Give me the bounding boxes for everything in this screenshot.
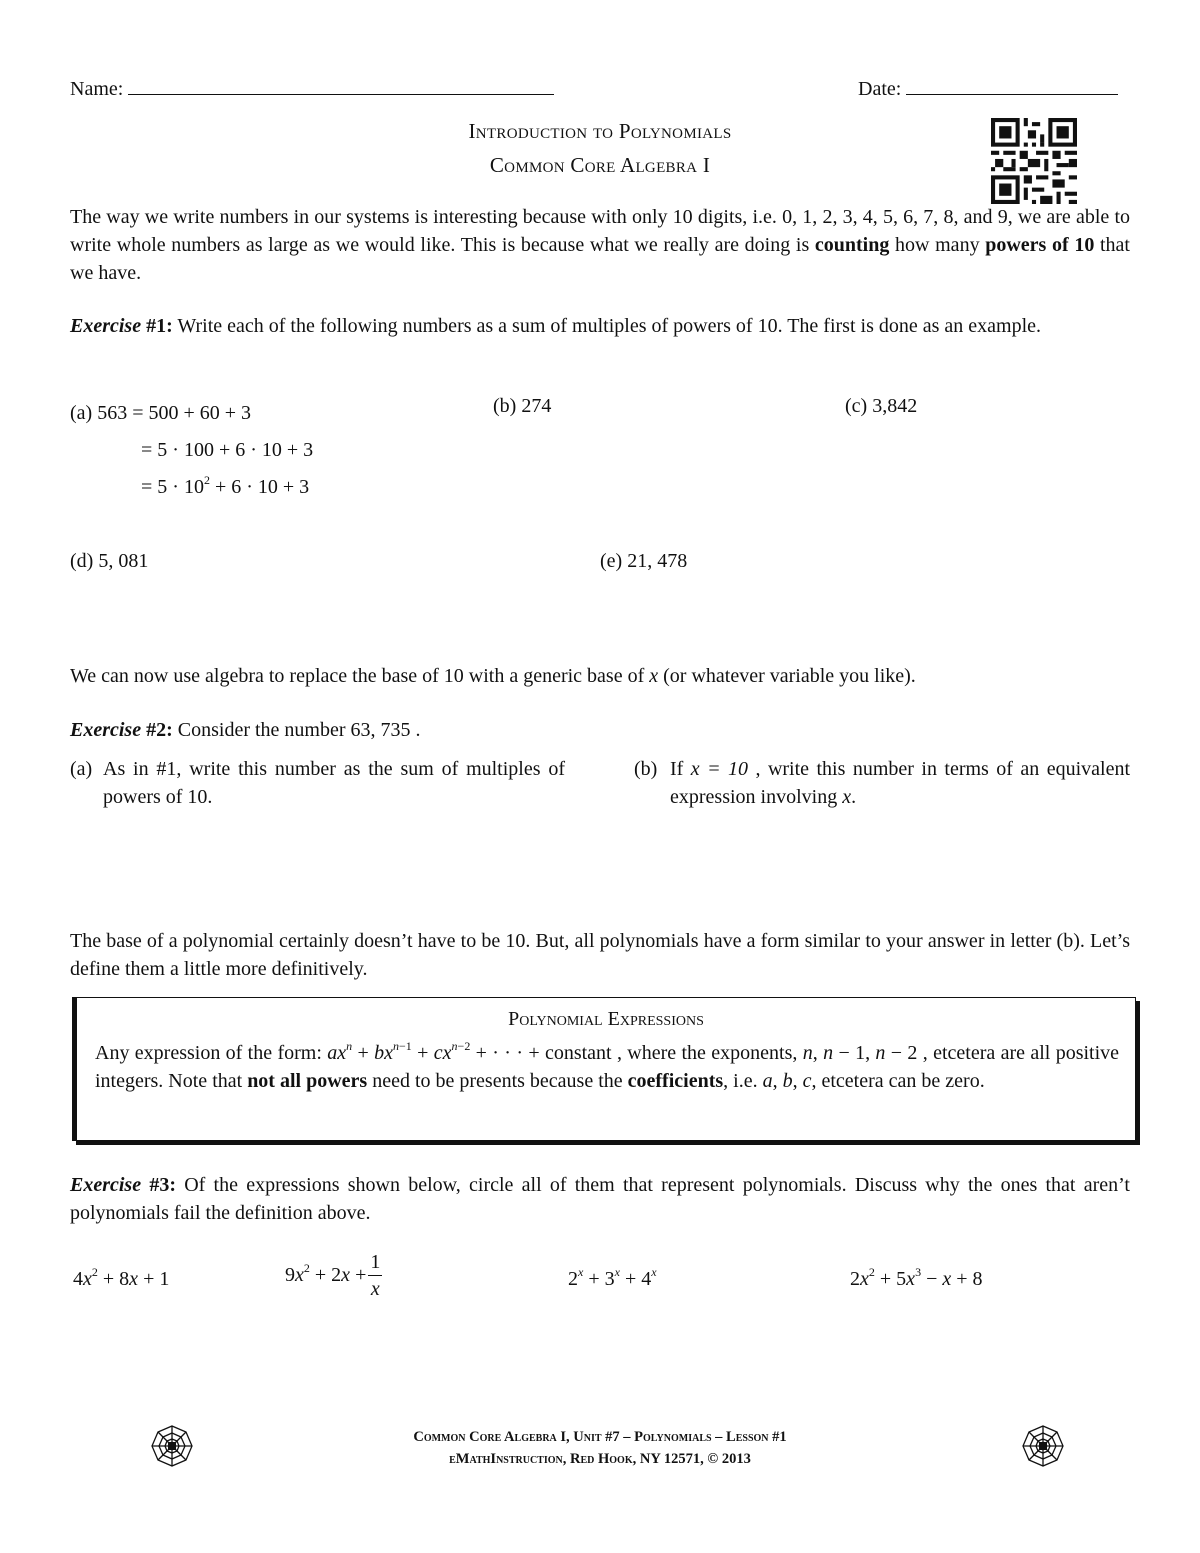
exercise-3-label-num: #3: — [141, 1174, 176, 1196]
ex2-b-label: (b) — [634, 758, 658, 780]
general-polynomial-formula: $ax^n + bx^{n-1} + cx^{n-2}$ + · · · — [327, 1039, 523, 1064]
name-field[interactable] — [70, 74, 554, 101]
expression-4[interactable]: $2x^2 + 5x^3 - x + 8$ — [850, 1265, 983, 1290]
bridge-text-post: (or whatever variable you like). — [658, 665, 916, 687]
definition-bold-powers: not all powers — [247, 1070, 368, 1092]
definition-body — [77, 1031, 1135, 1095]
base-paragraph: The base of a polynomial certainly doesn’t have to be 10. But, all polynomials have a form similar to your answer in letter (b). Let’s define them a little more definitively. — [70, 930, 1130, 980]
ex1-a-line1: 563 = 500 + 60 + 3 — [97, 402, 252, 424]
title-line-2: Common Core Algebra I — [489, 152, 711, 177]
ex2-b-var: x — [842, 786, 852, 808]
ex1-a-line3-pre: = 5 · 10 — [141, 476, 204, 498]
definition-text-5: , i.e. — [723, 1070, 763, 1092]
name-line[interactable] — [128, 74, 554, 95]
bridge-variable: x — [649, 665, 659, 687]
ex1-a-line3-post: + 6 · 10 + 3 — [209, 476, 310, 498]
page-footer — [300, 1426, 900, 1470]
qr-code-icon — [991, 118, 1077, 204]
date-field[interactable] — [858, 74, 1118, 101]
ex2-a-label: (a) — [70, 758, 93, 780]
intro-bold-counting: counting — [814, 234, 890, 256]
exercise-3-label — [70, 1174, 176, 1196]
exponent-list: n, n − 1, n − 2 — [802, 1042, 918, 1064]
expression-2[interactable]: $9x^2 + 2x$ + $\frac{1}{x}$ — [285, 1251, 381, 1300]
ex2-b-end: . — [851, 786, 857, 808]
expression-1[interactable]: $4x^2 + 8x + 1$ — [73, 1265, 170, 1290]
ex2-b-pre: If — [670, 758, 691, 780]
ex2-b-text — [670, 755, 1130, 811]
fraction-one-over-x: $\frac{1}{x}$ — [370, 1251, 381, 1300]
exercise-2-text: Consider the number 63, 735 . — [172, 719, 421, 741]
intro-text-3: that we have. — [70, 234, 1130, 284]
ex2-part-b — [634, 755, 1130, 811]
intro-paragraph — [70, 203, 1130, 287]
web-logo-icon-left — [150, 1424, 194, 1468]
ex2-b-math: x = 10 — [690, 758, 749, 780]
definition-text-1: Any expression of the form: — [95, 1042, 328, 1064]
ex1-a-label: (a) — [70, 402, 93, 424]
definition-heading: Polynomial Expressions — [508, 1008, 704, 1030]
intro-bold-powers: powers of 10 — [985, 234, 1095, 256]
definition-text-3: , etcetera are all positive integers. Note that — [95, 1042, 1120, 1092]
exercise-2-label-num: #2: — [141, 719, 173, 741]
exercise-2-prompt — [70, 716, 1130, 744]
definition-bold-coefficients: coefficients — [627, 1070, 724, 1092]
bridge-text-pre: We can now use algebra to replace the base of 10 with a generic base of — [70, 665, 650, 687]
intro-text-1: The way we write numbers in our systems is interesting because with only 10 digits, i.e. 0, 1, 2, 3, 4, 5, 6, 7, 8, and 9, we are able to write whole numbers as large as we would like. This is because what we really are doing is — [70, 206, 1130, 256]
exercise-1-text: Write each of the following numbers as a sum of multiples of powers of 10. The first is done as an example. — [172, 315, 1042, 337]
ex1-part-d: (d) 5, 081 — [70, 550, 149, 572]
intro-text-2: how many — [889, 234, 986, 256]
ex1-a-line2: = 5 · 100 + 6 · 10 + 3 — [141, 439, 314, 461]
exercise-3-label-word: Exercise — [70, 1174, 142, 1196]
exercise-2-label-word: Exercise — [70, 719, 142, 741]
expression-3[interactable]: $2^x + 3^x + 4^x$ — [568, 1265, 657, 1290]
title-line-1: Introduction to Polynomials — [468, 119, 732, 143]
web-logo-icon-right — [1021, 1424, 1065, 1468]
ex1-part-b: (b) 274 — [493, 395, 552, 417]
bridge-sentence — [70, 662, 1130, 690]
footer-line-1: Common Core Algebra I, Unit #7 – Polynomials – Lesson #1 — [413, 1429, 787, 1445]
ex1-a-line3 — [70, 469, 313, 506]
ex2-part-a — [70, 755, 565, 811]
ex1-a-line3-sup: 2 — [203, 473, 210, 487]
page-title — [300, 115, 900, 182]
coefficient-list: a, b, c, — [762, 1070, 817, 1092]
ex1-part-a — [70, 395, 313, 506]
date-line[interactable] — [906, 74, 1118, 95]
exercise-3-text: Of the expressions shown below, circle all of them that represent polynomials. Discuss why the ones that aren’t polynomials fail the definition above. — [70, 1174, 1130, 1224]
exercise-1-label-word: Exercise — [70, 315, 142, 337]
exercise-1-prompt — [70, 312, 1130, 340]
definition-text-6: etcetera can be zero. — [821, 1070, 985, 1092]
definition-box — [72, 997, 1136, 1141]
ex1-part-e: (e) 21, 478 — [600, 550, 688, 572]
ex1-part-c: (c) 3,842 — [845, 395, 918, 417]
name-label: Name: — [70, 78, 124, 100]
date-label: Date: — [858, 78, 902, 100]
ex2-a-text: As in #1, write this number as the sum of multiples of powers of 10. — [103, 758, 565, 808]
exercise-3-prompt — [70, 1171, 1130, 1227]
definition-text-4: need to be presents because the — [367, 1070, 628, 1092]
exercise-2-label — [70, 719, 173, 741]
footer-line-2: eMathInstruction, Red Hook, NY 12571, © 2013 — [449, 1451, 751, 1467]
definition-text-2: + constant , where the exponents, — [522, 1042, 803, 1064]
ex2-b-post: , write this number in terms of an equivalent expression involving — [670, 758, 1131, 808]
exercise-1-label — [70, 315, 173, 337]
exercise-1-label-num: #1: — [141, 315, 173, 337]
